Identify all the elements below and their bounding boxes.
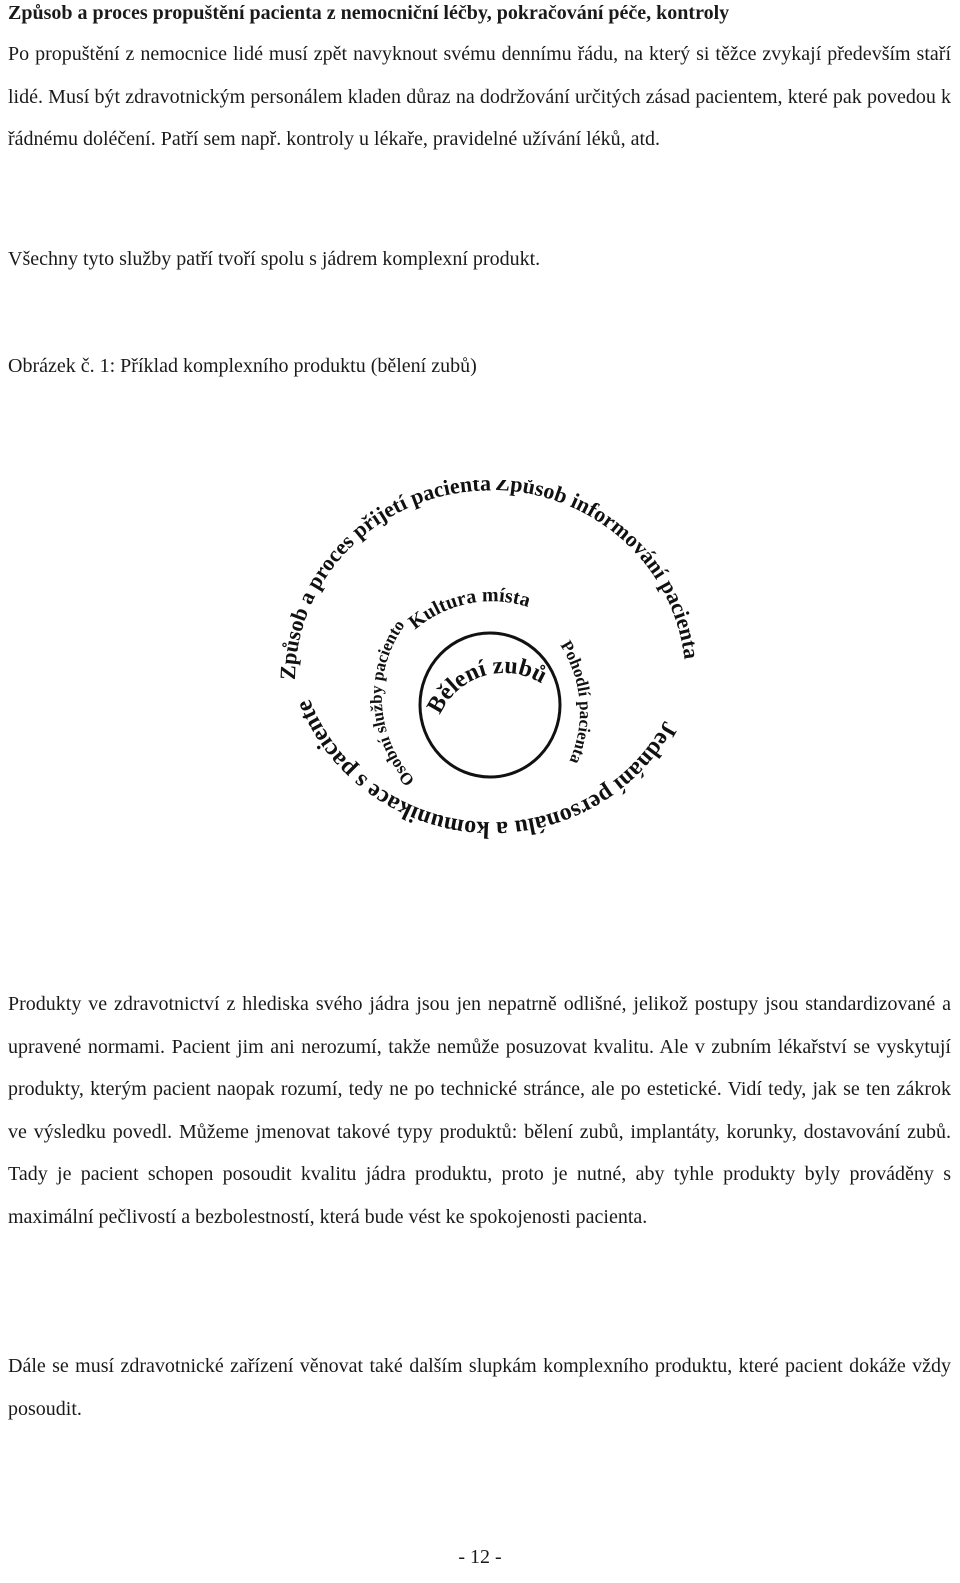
complex-product-figure — [265, 480, 705, 900]
outer-ring-label-bottom: Jednání personálu a komunikace s paciente — [290, 696, 683, 843]
outer-ring-label-right: Způsob informování pacienta — [494, 480, 705, 661]
body-paragraph-2: Dále se musí zdravotnické zařízení věnovat také dalším slupkám komplexního produktu, které pacient dokáže vždy posoudit. — [8, 1355, 951, 1420]
middle-ring-label-right: Pohodlí pacienta — [556, 637, 595, 767]
middle-ring-label-top: Kultura místa — [404, 584, 533, 634]
figure-caption: Obrázek č. 1: Příklad komplexního produktu (bělení zubů) — [8, 355, 477, 377]
section-heading: Způsob a proces propuštění pacienta z nemocniční léčby, pokračování péče, kontroly — [8, 2, 730, 24]
intro-paragraph: Po propuštění z nemocnice lidé musí zpět navyknout svému dennímu řádu, na který si těžce zvykají především staří lidé. Musí být zdravotnickým personálem kladen důraz na dodržování určitých zásad pacientem, které pak povedou k řádnému doléčení. Patří sem např. kontroly u lékaře, pravidelné užívání léků, atd. — [8, 43, 951, 150]
core-label: Bělení zubů — [422, 652, 552, 718]
concentric-circles-diagram — [265, 480, 705, 900]
outer-ring-label-top: Způsob a proces přijetí pacienta — [274, 480, 492, 681]
body-paragraph-1: Produkty ve zdravotnictví z hlediska svého jádra jsou jen nepatrně odlišné, jelikož postupy jsou standardizované a upravené normami. Pacient jim ani nerozumí, takže nemůže posuzovat kvalitu. Ale v zubním lékařství se vyskytují produkty, kterým pacient naopak rozumí, tedy ne po technické stránce, ale po estetické. Vidí tedy, jak se ten zákrok ve výsledku povedl. Můžeme jmenovat takové typy produktů: bělení zubů, implantáty, korunky, dostavování zubů. Tady je pacient schopen posoudit kvalitu jádra produktu, proto je nutné, aby tyhle produkty byly prováděny s maximální pečlivostí a bezbolestností, která bude vést ke spokojenosti pacienta. — [8, 993, 951, 1228]
middle-ring-label-left: Osobní služby paciento — [366, 616, 418, 790]
services-paragraph: Všechny tyto služby patří tvoří spolu s jádrem komplexní produkt. — [8, 248, 541, 270]
page-number: - 12 - — [458, 1546, 502, 1568]
